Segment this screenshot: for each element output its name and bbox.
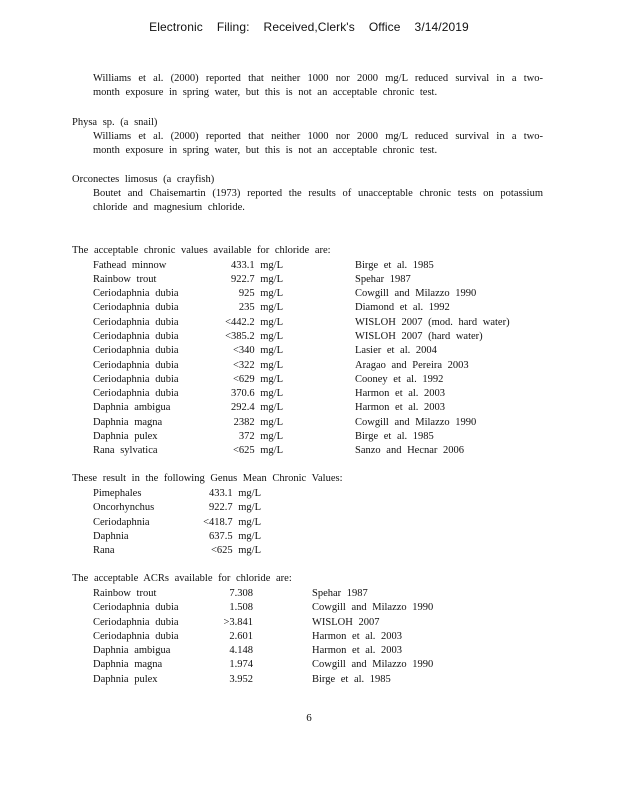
acr-species: Daphnia ambigua <box>93 645 171 657</box>
chronic-value: <442.2 mg/L <box>225 316 283 328</box>
chronic-species: Rainbow trout <box>93 273 157 285</box>
physa-paragraph: Williams et al. (2000) reported that neither 1000 nor 2000 mg/L reduced survival in a two-month exposure in spring water, but this is not an acceptable chronic test. <box>93 131 543 157</box>
header-office: Office <box>368 20 401 34</box>
chronic-value: 925 mg/L <box>238 288 283 300</box>
chronic-value: 922.7 mg/L <box>231 273 283 285</box>
chronic-species: Ceriodaphnia dubia <box>93 388 179 400</box>
acr-species: Daphnia magna <box>93 659 163 671</box>
genus-value: <418.7 mg/L <box>203 516 261 528</box>
orconectes-paragraph: Boutet and Chaisemartin (1973) reported the results of unacceptable chronic tests on potassium chloride and magnesium chloride. <box>93 188 543 214</box>
chronic-value: <629 mg/L <box>232 373 283 385</box>
chronic-ref: Birge et al. 1985 <box>355 259 434 271</box>
chronic-ref: WISLOH 2007 (mod. hard water) <box>355 316 510 328</box>
chronic-ref: Sanzo and Hecnar 2006 <box>355 445 465 457</box>
acr-species: Ceriodaphnia dubia <box>93 616 179 628</box>
chronic-species: Ceriodaphnia dubia <box>93 373 179 385</box>
chronic-intro: The acceptable chronic values available for chloride are: <box>72 245 331 256</box>
header-filing: Filing: <box>216 20 250 34</box>
chronic-ref: Cowgill and Milazzo 1990 <box>355 288 477 300</box>
header-received: Received,Clerk's <box>263 20 355 34</box>
chronic-ref: WISLOH 2007 (hard water) <box>355 330 483 342</box>
genus-genus: Ceriodaphnia <box>93 516 150 528</box>
acr-ref: Cowgill and Milazzo 1990 <box>312 602 434 614</box>
chronic-ref: Lasier et al. 2004 <box>355 345 437 357</box>
chronic-species: Ceriodaphnia dubia <box>93 288 179 300</box>
header-electronic: Electronic <box>149 20 203 34</box>
acr-species: Ceriodaphnia dubia <box>93 602 179 614</box>
physa-heading: Physa sp. (a snail) <box>72 117 158 128</box>
chronic-ref: Cowgill and Milazzo 1990 <box>355 416 477 428</box>
chronic-ref: Harmon et al. 2003 <box>355 388 446 400</box>
chronic-value: 235 mg/L <box>238 302 283 314</box>
acr-ref: Cowgill and Milazzo 1990 <box>312 659 434 671</box>
acr-species: Daphnia pulex <box>93 673 158 685</box>
chronic-ref: Diamond et al. 1992 <box>355 302 450 314</box>
orconectes-heading: Orconectes limosus (a crayfish) <box>72 174 215 185</box>
page-number: 6 <box>306 712 312 724</box>
chronic-value: 372 mg/L <box>238 431 283 443</box>
acr-value: 1.508 <box>229 602 253 614</box>
filing-header <box>0 20 618 34</box>
acr-value: 3.952 <box>229 673 253 685</box>
acr-ref: WISLOH 2007 <box>312 616 380 628</box>
genus-genus: Rana <box>93 545 115 557</box>
chronic-value: <322 mg/L <box>232 359 283 371</box>
chronic-species: Daphnia magna <box>93 416 163 428</box>
genus-value: 637.5 mg/L <box>209 530 261 542</box>
acr-ref: Spehar 1987 <box>312 588 368 599</box>
genus-value: 922.7 mg/L <box>209 502 261 514</box>
chronic-species: Ceriodaphnia dubia <box>93 302 179 314</box>
paragraph-williams: Williams et al. (2000) reported that neither 1000 nor 2000 mg/L reduced survival in a two-month exposure in spring water, but this is not an acceptable chronic test. <box>93 73 543 99</box>
header-date: 3/14/2019 <box>414 20 469 34</box>
chronic-value: <385.2 mg/L <box>225 330 283 342</box>
acr-intro: The acceptable ACRs available for chloride are: <box>72 573 292 584</box>
chronic-ref: Birge et al. 1985 <box>355 431 434 443</box>
chronic-species: Daphnia ambigua <box>93 402 171 414</box>
chronic-ref: Cooney et al. 1992 <box>355 373 444 385</box>
genus-genus: Daphnia <box>93 530 129 542</box>
acr-value: >3.841 <box>223 616 253 628</box>
acr-value: 2.601 <box>229 630 253 642</box>
chronic-ref: Aragao and Pereira 2003 <box>355 359 469 371</box>
genus-genus: Pimephales <box>93 488 142 499</box>
genus-genus: Oncorhynchus <box>93 502 155 514</box>
chronic-species: Ceriodaphnia dubia <box>93 316 179 328</box>
acr-value: 4.148 <box>229 645 253 657</box>
chronic-value: 292.4 mg/L <box>231 402 283 414</box>
chronic-species: Rana sylvatica <box>93 445 158 457</box>
acr-value: 7.308 <box>229 588 253 599</box>
chronic-value: 2382 mg/L <box>233 416 283 428</box>
acr-ref: Harmon et al. 2003 <box>312 645 403 657</box>
chronic-species: Ceriodaphnia dubia <box>93 330 179 342</box>
chronic-species: Ceriodaphnia dubia <box>93 345 179 357</box>
chronic-value: 433.1 mg/L <box>231 259 283 271</box>
acr-value: 1.974 <box>229 659 253 671</box>
chronic-value: <340 mg/L <box>232 345 283 357</box>
chronic-value: 370.6 mg/L <box>231 388 283 400</box>
genus-value: 433.1 mg/L <box>209 488 261 499</box>
chronic-ref: Spehar 1987 <box>355 273 411 285</box>
chronic-species: Ceriodaphnia dubia <box>93 359 179 371</box>
acr-ref: Birge et al. 1985 <box>312 673 391 685</box>
chronic-ref: Harmon et al. 2003 <box>355 402 446 414</box>
acr-species: Ceriodaphnia dubia <box>93 630 179 642</box>
chronic-value: <625 mg/L <box>232 445 283 457</box>
genus-value: <625 mg/L <box>210 545 261 557</box>
chronic-species: Fathead minnow <box>93 259 167 271</box>
chronic-species: Daphnia pulex <box>93 431 158 443</box>
genus-intro: These result in the following Genus Mean Chronic Values: <box>72 473 343 484</box>
acr-species: Rainbow trout <box>93 588 157 599</box>
acr-ref: Harmon et al. 2003 <box>312 630 403 642</box>
